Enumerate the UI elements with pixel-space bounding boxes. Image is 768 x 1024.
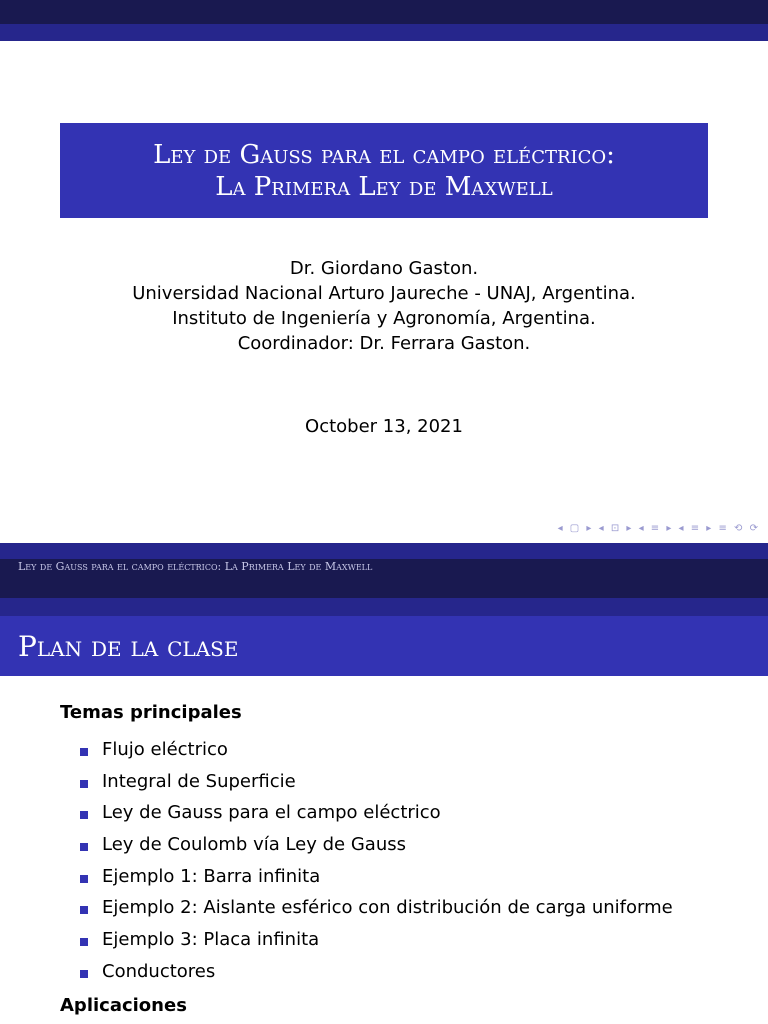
list-item-label: Flujo eléctrico [102,738,228,760]
institution-2: Instituto de Ingeniería y Agronomía, Argentina. [172,308,596,329]
bullet-icon [80,938,88,946]
list-item [80,766,673,798]
bullet-icon [80,748,88,756]
bullet-icon [80,780,88,788]
list-item-label: Ley de Gauss para el campo eléctrico [102,802,441,824]
list-item [80,956,673,988]
list-item [80,924,673,956]
bullet-icon [80,970,88,978]
list-item-label: Ejemplo 2: Aislante esférico con distribución de carga uniforme [102,897,673,919]
list-item-label: Ejemplo 1: Barra infinita [102,865,321,887]
slide2-top-strip [0,598,768,616]
list-item-label: Ley de Coulomb vía Ley de Gauss [102,833,406,855]
list-item-label: Integral de Superficie [102,770,296,792]
author-name: Dr. Giordano Gaston. [289,258,479,279]
presentation-title-line2: La Primera Ley de Maxwell [215,171,553,202]
list-item [80,861,673,893]
list-item [80,829,673,861]
list-item-label: Ejemplo 3: Placa infinita [102,928,320,950]
bullet-icon [80,875,88,883]
running-title: Ley de Gauss para el campo eléctrico: La Primera Ley de Maxwell [18,560,373,573]
applications-heading: Aplicaciones [60,995,187,1016]
presentation-title-line1: Ley de Gauss para el campo eléctrico: [153,139,615,170]
author-block [0,256,768,356]
coordinator: Coordinador: Dr. Ferrara Gaston. [237,333,531,354]
bullet-icon [80,843,88,851]
bullet-icon [80,906,88,914]
slide1-header-dark-band [0,0,768,24]
institution-1: Universidad Nacional Arturo Jaureche - UNAJ, Argentina. [132,283,636,304]
topics-list [80,734,673,988]
topics-heading: Temas principales [60,702,242,723]
slide1-header-band [0,24,768,41]
list-item [80,892,673,924]
list-item-label: Conductores [102,960,216,982]
list-item [80,734,673,766]
list-item [80,797,673,829]
presentation-date: October 13, 2021 [305,416,463,437]
presentation-title-box [60,123,708,218]
frame-title: Plan de la clase [18,630,239,663]
bullet-icon [80,811,88,819]
slide2-header-band [0,543,768,559]
beamer-navigation-icons[interactable]: ◂ ▢ ▸ ◂ ⊡ ▸ ◂ ≡ ▸ ◂ ≡ ▸ ≡ ⟲ ⟳ [557,523,760,534]
